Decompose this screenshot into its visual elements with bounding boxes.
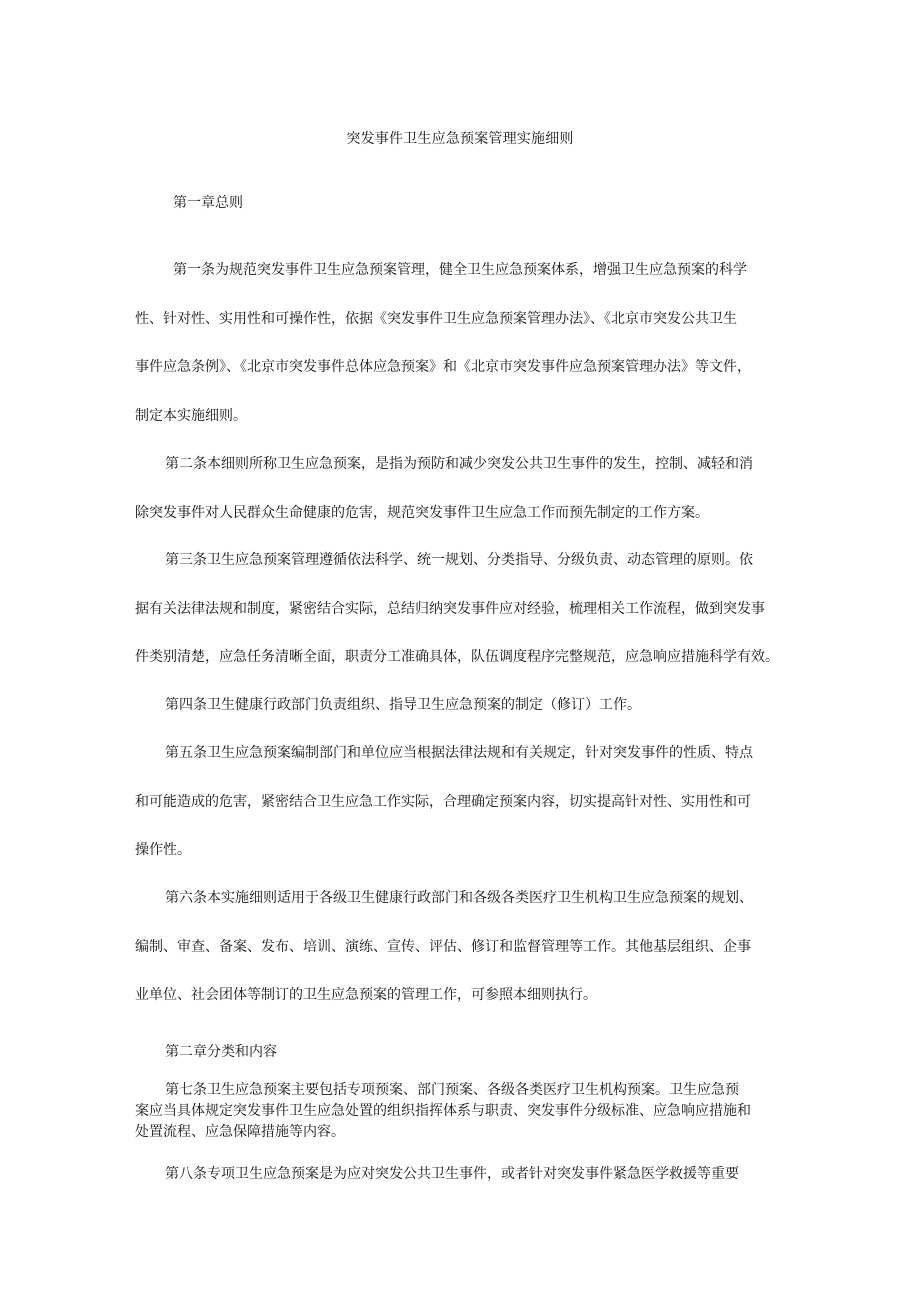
article-1-line-2: 性、针对性、实用性和可操作性，依据《突发事件卫生应急预案管理办法》、《北京市突发公共卫生 — [135, 310, 737, 327]
article-1-line-1: 第一条为规范突发事件卫生应急预案管理，健全卫生应急预案体系，增强卫生应急预案的科学 — [173, 262, 747, 278]
article-3 — [135, 536, 795, 682]
article-3-line-3: 件类别清楚，应急任务清晰全面，职责分工准确具体，队伍调度程序完整规范，应急响应措施科学有效。 — [135, 649, 779, 665]
article-5-line-1: 第五条卫生应急预案编制部门和单位应当根据法律法规和有关规定，针对突发事件的性质、特点 — [165, 745, 753, 761]
article-2-line-2: 除突发事件对人民群众生命健康的危害，规范突发事件卫生应急工作而预先制定的工作方案。 — [135, 504, 709, 521]
document-title: 突发事件卫生应急预案管理实施细则 — [346, 131, 574, 147]
article-5-line-2: 和可能造成的危害，紧密结合卫生应急工作实际，合理确定预案内容，切实提高针对性、实用性和可 — [135, 793, 751, 810]
article-7-line-2: 案应当具体规定突发事件卫生应急处置的组织指挥体系与职责、突发事件分级标准、应急响应措施和 — [135, 1103, 751, 1119]
chapter-heading-1: 第一章总则 — [173, 195, 243, 211]
article-8 — [135, 1164, 795, 1185]
article-3-line-1: 第三条卫生应急预案管理遵循依法科学、统一规划、分类指导、分级负责、动态管理的原则。依 — [165, 552, 753, 568]
article-6-line-2: 编制、审查、备案、发布、培训、演练、宣传、评估、修订和监督管理等工作。其他基层组织、企事 — [135, 938, 751, 955]
article-2 — [135, 440, 795, 537]
article-3-line-2: 据有关法律法规和制度，紧密结合实际，总结归纳突发事件应对经验，梳理相关工作流程，做到突发事 — [135, 600, 765, 617]
article-1-line-4: 制定本实施细则。 — [135, 407, 247, 424]
chapter-heading-2: 第二章分类和内容 — [165, 1044, 277, 1060]
article-2-line-1: 第二条本细则所称卫生应急预案，是指为预防和减少突发公共卫生事件的发生，控制、减轻和消 — [165, 456, 753, 472]
article-8-line-1: 第八条专项卫生应急预案是为应对突发公共卫生事件，或者针对突发事件紧急医学救援等重要 — [165, 1166, 739, 1182]
article-1-line-3: 事件应急条例》、《北京市突发事件总体应急预案》和《北京市突发事件应急预案管理办法》等文件， — [135, 359, 751, 375]
article-5 — [135, 729, 795, 875]
article-1 — [135, 246, 795, 440]
article-7 — [135, 1080, 795, 1143]
article-4 — [135, 681, 795, 730]
article-6 — [135, 874, 795, 1020]
article-7-line-1: 第七条卫生应急预案主要包括专项预案、部门预案、各级各类医疗卫生机构预案。卫生应急预 — [165, 1082, 739, 1098]
article-6-line-3: 业单位、社会团体等制订的卫生应急预案的管理工作，可参照本细则执行。 — [135, 987, 597, 1003]
article-5-line-3: 操作性。 — [135, 842, 191, 858]
article-7-line-3: 处置流程、应急保障措施等内容。 — [135, 1124, 345, 1140]
article-6-line-1: 第六条本实施细则适用于各级卫生健康行政部门和各级各类医疗卫生机构卫生应急预案的规划、 — [165, 890, 753, 906]
article-4-line-1: 第四条卫生健康行政部门负责组织、指导卫生应急预案的制定（修订）工作。 — [165, 697, 641, 713]
